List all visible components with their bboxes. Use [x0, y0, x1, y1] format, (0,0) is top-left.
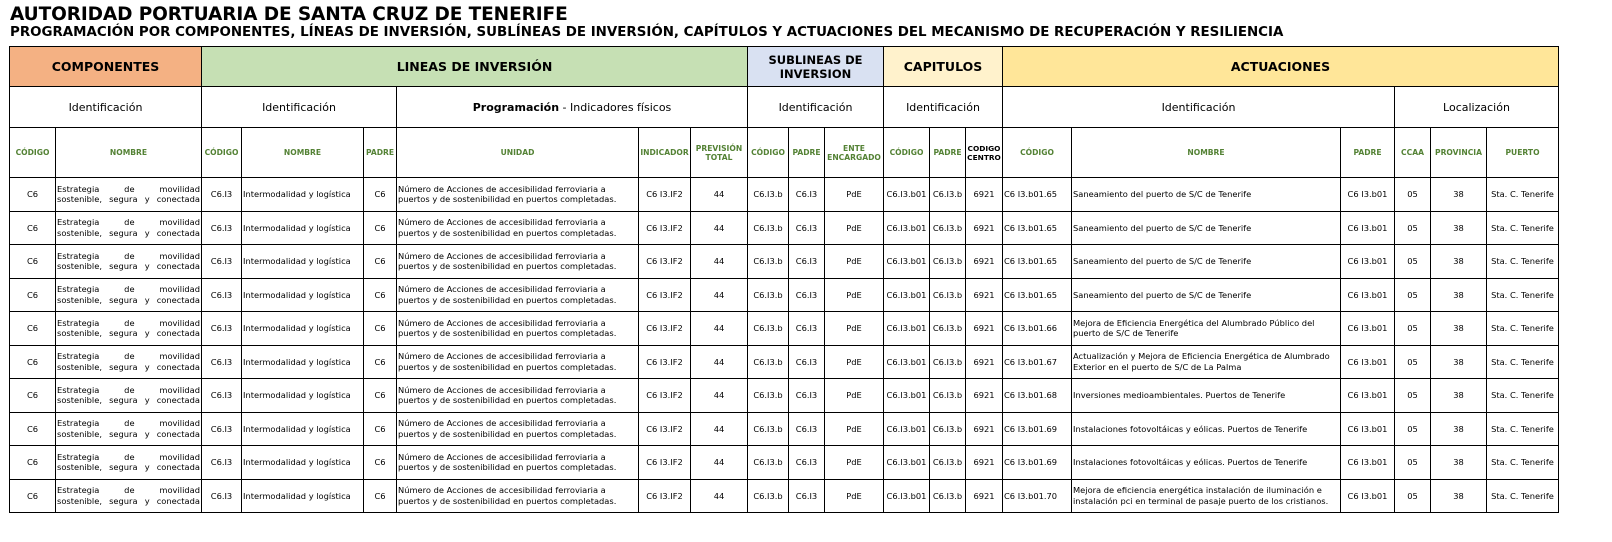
- cell-prevision-total: 44: [691, 479, 748, 513]
- cell-prevision-total: 44: [691, 412, 748, 446]
- col-sub-padre: PADRE: [789, 128, 825, 178]
- cell-lin-padre: C6: [364, 446, 397, 480]
- col-sub-codigo: CÓDIGO: [748, 128, 789, 178]
- cell-sub-codigo: C6.I3.b: [748, 446, 789, 480]
- cell-comp-codigo: C6: [10, 379, 56, 413]
- col-comp-codigo: CÓDIGO: [10, 128, 56, 178]
- table-row: [10, 479, 1559, 513]
- cell-ccaa: 05: [1395, 211, 1431, 245]
- cell-act-padre: C6 I3.b01: [1341, 345, 1395, 379]
- sub-programacion: [397, 87, 748, 128]
- cell-codigo-centro: 6921: [966, 178, 1003, 212]
- cell-ente-encargado: PdE: [825, 446, 884, 480]
- cell-ccaa: 05: [1395, 446, 1431, 480]
- cell-sub-codigo: C6.I3.b: [748, 312, 789, 346]
- cell-provincia: 38: [1431, 178, 1487, 212]
- cell-provincia: 38: [1431, 412, 1487, 446]
- cell-lin-nombre: Intermodalidad y logística: [242, 211, 364, 245]
- cell-lin-padre: C6: [364, 278, 397, 312]
- cell-provincia: 38: [1431, 278, 1487, 312]
- cell-indicador: C6 I3.IF2: [639, 312, 691, 346]
- cell-ccaa: 05: [1395, 479, 1431, 513]
- col-ente-encargado: [825, 128, 884, 178]
- cell-cap-padre: C6.I3.b: [930, 345, 966, 379]
- cell-act-padre: C6 I3.b01: [1341, 245, 1395, 279]
- table-row: [10, 211, 1559, 245]
- cell-codigo-centro: 6921: [966, 446, 1003, 480]
- cell-indicador: C6 I3.IF2: [639, 245, 691, 279]
- cell-ente-encargado: PdE: [825, 211, 884, 245]
- cell-indicador: C6 I3.IF2: [639, 479, 691, 513]
- cell-unidad: Número de Acciones de accesibilidad ferroviaria a puertos y de sostenibilidad en puertos completadas.: [397, 379, 639, 413]
- cell-puerto: Sta. C. Tenerife: [1487, 479, 1559, 513]
- cell-act-padre: C6 I3.b01: [1341, 379, 1395, 413]
- col-comp-nombre: NOMBRE: [56, 128, 202, 178]
- cell-cap-codigo: C6.I3.b01: [884, 245, 930, 279]
- cell-act-codigo: C6 I3.b01.68: [1003, 379, 1072, 413]
- col-puerto: PUERTO: [1487, 128, 1559, 178]
- cell-codigo-centro: 6921: [966, 479, 1003, 513]
- col-act-codigo: CÓDIGO: [1003, 128, 1072, 178]
- cell-codigo-centro: 6921: [966, 412, 1003, 446]
- col-cap-padre: PADRE: [930, 128, 966, 178]
- cell-sub-codigo: C6.I3.b: [748, 479, 789, 513]
- cell-comp-nombre: Estrategia de movilidad sostenible, segura y conectada: [56, 412, 202, 446]
- cell-prevision-total: 44: [691, 345, 748, 379]
- cell-lin-padre: C6: [364, 379, 397, 413]
- cell-lin-codigo: C6.I3: [202, 211, 242, 245]
- table-row: [10, 245, 1559, 279]
- cell-ente-encargado: PdE: [825, 245, 884, 279]
- cell-sub-padre: C6.I3: [789, 245, 825, 279]
- cell-act-nombre: Mejora de eficiencia energética instalación de iluminación e instalación pci en terminal de pasaje puerto de los cristianos.: [1072, 479, 1341, 513]
- col-codigo-centro-line1: CODIGO: [967, 143, 1001, 153]
- cell-puerto: Sta. C. Tenerife: [1487, 245, 1559, 279]
- cell-provincia: 38: [1431, 245, 1487, 279]
- cell-cap-codigo: C6.I3.b01: [884, 278, 930, 312]
- cell-sub-padre: C6.I3: [789, 278, 825, 312]
- cell-codigo-centro: 6921: [966, 278, 1003, 312]
- cell-prevision-total: 44: [691, 379, 748, 413]
- cell-lin-padre: C6: [364, 345, 397, 379]
- cell-act-padre: C6 I3.b01: [1341, 178, 1395, 212]
- table-row: [10, 312, 1559, 346]
- cell-act-codigo: C6 I3.b01.69: [1003, 412, 1072, 446]
- col-prevision-line1: PREVISIÓN: [695, 143, 743, 153]
- group-sublineas-inversion: [748, 47, 884, 87]
- document-subtitle: PROGRAMACIÓN POR COMPONENTES, LÍNEAS DE INVERSIÓN, SUBLÍNEAS DE INVERSIÓN, CAPÍTULOS Y ACTUACIONES DEL MECANISMO DE RECUPERACIÓN Y RESILIENCIA: [10, 25, 1284, 40]
- cell-lin-codigo: C6.I3: [202, 345, 242, 379]
- cell-cap-padre: C6.I3.b: [930, 479, 966, 513]
- cell-lin-nombre: Intermodalidad y logística: [242, 245, 364, 279]
- cell-ente-encargado: PdE: [825, 379, 884, 413]
- cell-provincia: 38: [1431, 479, 1487, 513]
- cell-prevision-total: 44: [691, 178, 748, 212]
- cell-act-nombre: Inversiones medioambientales. Puertos de Tenerife: [1072, 379, 1341, 413]
- cell-unidad: Número de Acciones de accesibilidad ferroviaria a puertos y de sostenibilidad en puertos completadas.: [397, 345, 639, 379]
- cell-sub-codigo: C6.I3.b: [748, 245, 789, 279]
- cell-ccaa: 05: [1395, 245, 1431, 279]
- cell-lin-padre: C6: [364, 312, 397, 346]
- sub-identificacion-capitulos: Identificación: [884, 87, 1003, 128]
- cell-cap-codigo: C6.I3.b01: [884, 312, 930, 346]
- cell-act-nombre: Instalaciones fotovoltáicas y eólicas. Puertos de Tenerife: [1072, 446, 1341, 480]
- col-unidad: UNIDAD: [397, 128, 639, 178]
- col-act-nombre: NOMBRE: [1072, 128, 1341, 178]
- cell-lin-codigo: C6.I3: [202, 379, 242, 413]
- sub-identificacion-actuaciones: Identificación: [1003, 87, 1395, 128]
- col-codigo-centro: [966, 128, 1003, 178]
- cell-unidad: Número de Acciones de accesibilidad ferroviaria a puertos y de sostenibilidad en puertos completadas.: [397, 479, 639, 513]
- cell-ccaa: 05: [1395, 412, 1431, 446]
- cell-codigo-centro: 6921: [966, 245, 1003, 279]
- col-ente-line1: ENTE: [843, 143, 865, 153]
- cell-act-codigo: C6 I3.b01.65: [1003, 211, 1072, 245]
- cell-cap-codigo: C6.I3.b01: [884, 412, 930, 446]
- cell-provincia: 38: [1431, 345, 1487, 379]
- cell-cap-padre: C6.I3.b: [930, 278, 966, 312]
- cell-comp-codigo: C6: [10, 312, 56, 346]
- cell-act-codigo: C6 I3.b01.65: [1003, 278, 1072, 312]
- cell-sub-codigo: C6.I3.b: [748, 211, 789, 245]
- cell-unidad: Número de Acciones de accesibilidad ferroviaria a puertos y de sostenibilidad en puertos completadas.: [397, 245, 639, 279]
- cell-cap-padre: C6.I3.b: [930, 245, 966, 279]
- col-ccaa: CCAA: [1395, 128, 1431, 178]
- cell-comp-nombre: Estrategia de movilidad sostenible, segura y conectada: [56, 312, 202, 346]
- cell-cap-codigo: C6.I3.b01: [884, 178, 930, 212]
- cell-ente-encargado: PdE: [825, 278, 884, 312]
- cell-act-codigo: C6 I3.b01.70: [1003, 479, 1072, 513]
- cell-prevision-total: 44: [691, 245, 748, 279]
- cell-comp-nombre: Estrategia de movilidad sostenible, segura y conectada: [56, 278, 202, 312]
- cell-indicador: C6 I3.IF2: [639, 446, 691, 480]
- cell-codigo-centro: 6921: [966, 211, 1003, 245]
- cell-provincia: 38: [1431, 446, 1487, 480]
- cell-lin-codigo: C6.I3: [202, 312, 242, 346]
- group-sublineas-line2: INVERSION: [779, 66, 852, 81]
- cell-act-padre: C6 I3.b01: [1341, 211, 1395, 245]
- group-sublineas-line1: SUBLINEAS DE: [768, 52, 863, 67]
- cell-lin-codigo: C6.I3: [202, 245, 242, 279]
- cell-sub-padre: C6.I3: [789, 211, 825, 245]
- cell-lin-padre: C6: [364, 245, 397, 279]
- cell-lin-codigo: C6.I3: [202, 446, 242, 480]
- cell-act-padre: C6 I3.b01: [1341, 446, 1395, 480]
- cell-comp-codigo: C6: [10, 345, 56, 379]
- cell-ente-encargado: PdE: [825, 412, 884, 446]
- cell-lin-nombre: Intermodalidad y logística: [242, 278, 364, 312]
- table-body: [10, 178, 1559, 513]
- cell-act-nombre: Saneamiento del puerto de S/C de Tenerife: [1072, 278, 1341, 312]
- table-row: [10, 379, 1559, 413]
- table-row: [10, 278, 1559, 312]
- group-componentes: COMPONENTES: [10, 47, 202, 87]
- cell-sub-padre: C6.I3: [789, 379, 825, 413]
- cell-act-codigo: C6 I3.b01.67: [1003, 345, 1072, 379]
- cell-act-nombre: Actualización y Mejora de Eficiencia Energética de Alumbrado Exterior en el puerto de S/C de La Palma: [1072, 345, 1341, 379]
- cell-comp-codigo: C6: [10, 479, 56, 513]
- cell-ccaa: 05: [1395, 178, 1431, 212]
- cell-sub-padre: C6.I3: [789, 178, 825, 212]
- cell-act-codigo: C6 I3.b01.66: [1003, 312, 1072, 346]
- cell-lin-codigo: C6.I3: [202, 278, 242, 312]
- cell-prevision-total: 44: [691, 278, 748, 312]
- cell-puerto: Sta. C. Tenerife: [1487, 446, 1559, 480]
- cell-comp-nombre: Estrategia de movilidad sostenible, segura y conectada: [56, 479, 202, 513]
- programacion-indicadores-label: - Indicadores físicos: [559, 100, 672, 114]
- sub-identificacion-componentes: Identificación: [10, 87, 202, 128]
- cell-puerto: Sta. C. Tenerife: [1487, 278, 1559, 312]
- cell-unidad: Número de Acciones de accesibilidad ferroviaria a puertos y de sostenibilidad en puertos completadas.: [397, 412, 639, 446]
- cell-provincia: 38: [1431, 379, 1487, 413]
- cell-sub-padre: C6.I3: [789, 412, 825, 446]
- programacion-label: Programación: [472, 100, 560, 114]
- cell-provincia: 38: [1431, 312, 1487, 346]
- cell-comp-codigo: C6: [10, 245, 56, 279]
- cell-sub-codigo: C6.I3.b: [748, 278, 789, 312]
- cell-comp-nombre: Estrategia de movilidad sostenible, segura y conectada: [56, 379, 202, 413]
- sub-identificacion-sublineas: Identificación: [748, 87, 884, 128]
- cell-sub-padre: C6.I3: [789, 345, 825, 379]
- col-provincia: PROVINCIA: [1431, 128, 1487, 178]
- cell-lin-codigo: C6.I3: [202, 178, 242, 212]
- cell-ente-encargado: PdE: [825, 312, 884, 346]
- column-header-row: [10, 128, 1559, 178]
- cell-cap-padre: C6.I3.b: [930, 312, 966, 346]
- col-cap-codigo: CÓDIGO: [884, 128, 930, 178]
- cell-ente-encargado: PdE: [825, 345, 884, 379]
- cell-act-padre: C6 I3.b01: [1341, 412, 1395, 446]
- cell-act-nombre: Saneamiento del puerto de S/C de Tenerife: [1072, 245, 1341, 279]
- cell-act-nombre: Saneamiento del puerto de S/C de Tenerife: [1072, 211, 1341, 245]
- group-header-row: [10, 47, 1559, 87]
- cell-indicador: C6 I3.IF2: [639, 379, 691, 413]
- cell-act-padre: C6 I3.b01: [1341, 278, 1395, 312]
- document-title: AUTORIDAD PORTUARIA DE SANTA CRUZ DE TENERIFE: [10, 4, 568, 25]
- cell-prevision-total: 44: [691, 446, 748, 480]
- cell-cap-codigo: C6.I3.b01: [884, 379, 930, 413]
- col-lin-codigo: CÓDIGO: [202, 128, 242, 178]
- cell-lin-nombre: Intermodalidad y logística: [242, 479, 364, 513]
- cell-ente-encargado: PdE: [825, 178, 884, 212]
- cell-comp-nombre: Estrategia de movilidad sostenible, segura y conectada: [56, 345, 202, 379]
- cell-cap-padre: C6.I3.b: [930, 412, 966, 446]
- cell-indicador: C6 I3.IF2: [639, 211, 691, 245]
- cell-comp-nombre: Estrategia de movilidad sostenible, segura y conectada: [56, 446, 202, 480]
- cell-act-nombre: Mejora de Eficiencia Energética del Alumbrado Público del puerto de S/C de Tenerife: [1072, 312, 1341, 346]
- cell-cap-padre: C6.I3.b: [930, 379, 966, 413]
- cell-prevision-total: 44: [691, 312, 748, 346]
- cell-cap-codigo: C6.I3.b01: [884, 211, 930, 245]
- cell-act-nombre: Instalaciones fotovoltáicas y eólicas. Puertos de Tenerife: [1072, 412, 1341, 446]
- cell-sub-codigo: C6.I3.b: [748, 412, 789, 446]
- group-actuaciones: ACTUACIONES: [1003, 47, 1559, 87]
- cell-act-codigo: C6 I3.b01.69: [1003, 446, 1072, 480]
- col-prevision-line2: TOTAL: [705, 152, 733, 162]
- cell-cap-padre: C6.I3.b: [930, 178, 966, 212]
- cell-puerto: Sta. C. Tenerife: [1487, 211, 1559, 245]
- col-indicador: INDICADOR: [639, 128, 691, 178]
- cell-lin-nombre: Intermodalidad y logística: [242, 312, 364, 346]
- cell-lin-nombre: Intermodalidad y logística: [242, 178, 364, 212]
- table-row: [10, 345, 1559, 379]
- cell-cap-codigo: C6.I3.b01: [884, 446, 930, 480]
- cell-sub-codigo: C6.I3.b: [748, 345, 789, 379]
- col-lin-nombre: NOMBRE: [242, 128, 364, 178]
- cell-lin-padre: C6: [364, 178, 397, 212]
- cell-cap-codigo: C6.I3.b01: [884, 345, 930, 379]
- cell-lin-nombre: Intermodalidad y logística: [242, 379, 364, 413]
- col-prevision-total: [691, 128, 748, 178]
- cell-codigo-centro: 6921: [966, 379, 1003, 413]
- cell-ccaa: 05: [1395, 278, 1431, 312]
- group-capitulos: CAPITULOS: [884, 47, 1003, 87]
- cell-unidad: Número de Acciones de accesibilidad ferroviaria a puertos y de sostenibilidad en puertos completadas.: [397, 178, 639, 212]
- cell-codigo-centro: 6921: [966, 345, 1003, 379]
- cell-act-codigo: C6 I3.b01.65: [1003, 245, 1072, 279]
- programacion-table: [9, 46, 1559, 513]
- cell-comp-codigo: C6: [10, 211, 56, 245]
- table-row: [10, 178, 1559, 212]
- subheader-row: [10, 87, 1559, 128]
- sub-identificacion-lineas: Identificación: [202, 87, 397, 128]
- cell-lin-padre: C6: [364, 211, 397, 245]
- cell-sub-padre: C6.I3: [789, 312, 825, 346]
- cell-comp-nombre: Estrategia de movilidad sostenible, segura y conectada: [56, 245, 202, 279]
- cell-puerto: Sta. C. Tenerife: [1487, 345, 1559, 379]
- cell-lin-padre: C6: [364, 479, 397, 513]
- cell-indicador: C6 I3.IF2: [639, 178, 691, 212]
- cell-comp-nombre: Estrategia de movilidad sostenible, segura y conectada: [56, 211, 202, 245]
- cell-sub-padre: C6.I3: [789, 479, 825, 513]
- cell-codigo-centro: 6921: [966, 312, 1003, 346]
- col-codigo-centro-line2: CENTRO: [967, 152, 1001, 162]
- cell-provincia: 38: [1431, 211, 1487, 245]
- cell-ccaa: 05: [1395, 312, 1431, 346]
- table-row: [10, 412, 1559, 446]
- cell-unidad: Número de Acciones de accesibilidad ferroviaria a puertos y de sostenibilidad en puertos completadas.: [397, 211, 639, 245]
- cell-lin-codigo: C6.I3: [202, 479, 242, 513]
- cell-prevision-total: 44: [691, 211, 748, 245]
- col-ente-line2: ENCARGADO: [827, 152, 881, 162]
- cell-lin-nombre: Intermodalidad y logística: [242, 345, 364, 379]
- col-lin-padre: PADRE: [364, 128, 397, 178]
- cell-puerto: Sta. C. Tenerife: [1487, 312, 1559, 346]
- cell-puerto: Sta. C. Tenerife: [1487, 178, 1559, 212]
- cell-sub-codigo: C6.I3.b: [748, 379, 789, 413]
- cell-sub-padre: C6.I3: [789, 446, 825, 480]
- cell-act-nombre: Saneamiento del puerto de S/C de Tenerife: [1072, 178, 1341, 212]
- cell-comp-nombre: Estrategia de movilidad sostenible, segura y conectada: [56, 178, 202, 212]
- group-lineas-inversion: LINEAS DE INVERSIÓN: [202, 47, 748, 87]
- cell-comp-codigo: C6: [10, 278, 56, 312]
- cell-ente-encargado: PdE: [825, 479, 884, 513]
- cell-act-padre: C6 I3.b01: [1341, 479, 1395, 513]
- cell-indicador: C6 I3.IF2: [639, 278, 691, 312]
- cell-unidad: Número de Acciones de accesibilidad ferroviaria a puertos y de sostenibilidad en puertos completadas.: [397, 312, 639, 346]
- cell-cap-codigo: C6.I3.b01: [884, 479, 930, 513]
- cell-act-padre: C6 I3.b01: [1341, 312, 1395, 346]
- cell-indicador: C6 I3.IF2: [639, 345, 691, 379]
- cell-lin-padre: C6: [364, 412, 397, 446]
- cell-puerto: Sta. C. Tenerife: [1487, 379, 1559, 413]
- cell-indicador: C6 I3.IF2: [639, 412, 691, 446]
- sub-localizacion: Localización: [1395, 87, 1559, 128]
- cell-cap-padre: C6.I3.b: [930, 211, 966, 245]
- cell-ccaa: 05: [1395, 345, 1431, 379]
- cell-puerto: Sta. C. Tenerife: [1487, 412, 1559, 446]
- cell-lin-codigo: C6.I3: [202, 412, 242, 446]
- cell-comp-codigo: C6: [10, 178, 56, 212]
- cell-lin-nombre: Intermodalidad y logística: [242, 412, 364, 446]
- cell-comp-codigo: C6: [10, 446, 56, 480]
- col-act-padre: PADRE: [1341, 128, 1395, 178]
- cell-sub-codigo: C6.I3.b: [748, 178, 789, 212]
- cell-lin-nombre: Intermodalidad y logística: [242, 446, 364, 480]
- table-row: [10, 446, 1559, 480]
- cell-unidad: Número de Acciones de accesibilidad ferroviaria a puertos y de sostenibilidad en puertos completadas.: [397, 446, 639, 480]
- cell-comp-codigo: C6: [10, 412, 56, 446]
- cell-act-codigo: C6 I3.b01.65: [1003, 178, 1072, 212]
- cell-unidad: Número de Acciones de accesibilidad ferroviaria a puertos y de sostenibilidad en puertos completadas.: [397, 278, 639, 312]
- cell-ccaa: 05: [1395, 379, 1431, 413]
- cell-cap-padre: C6.I3.b: [930, 446, 966, 480]
